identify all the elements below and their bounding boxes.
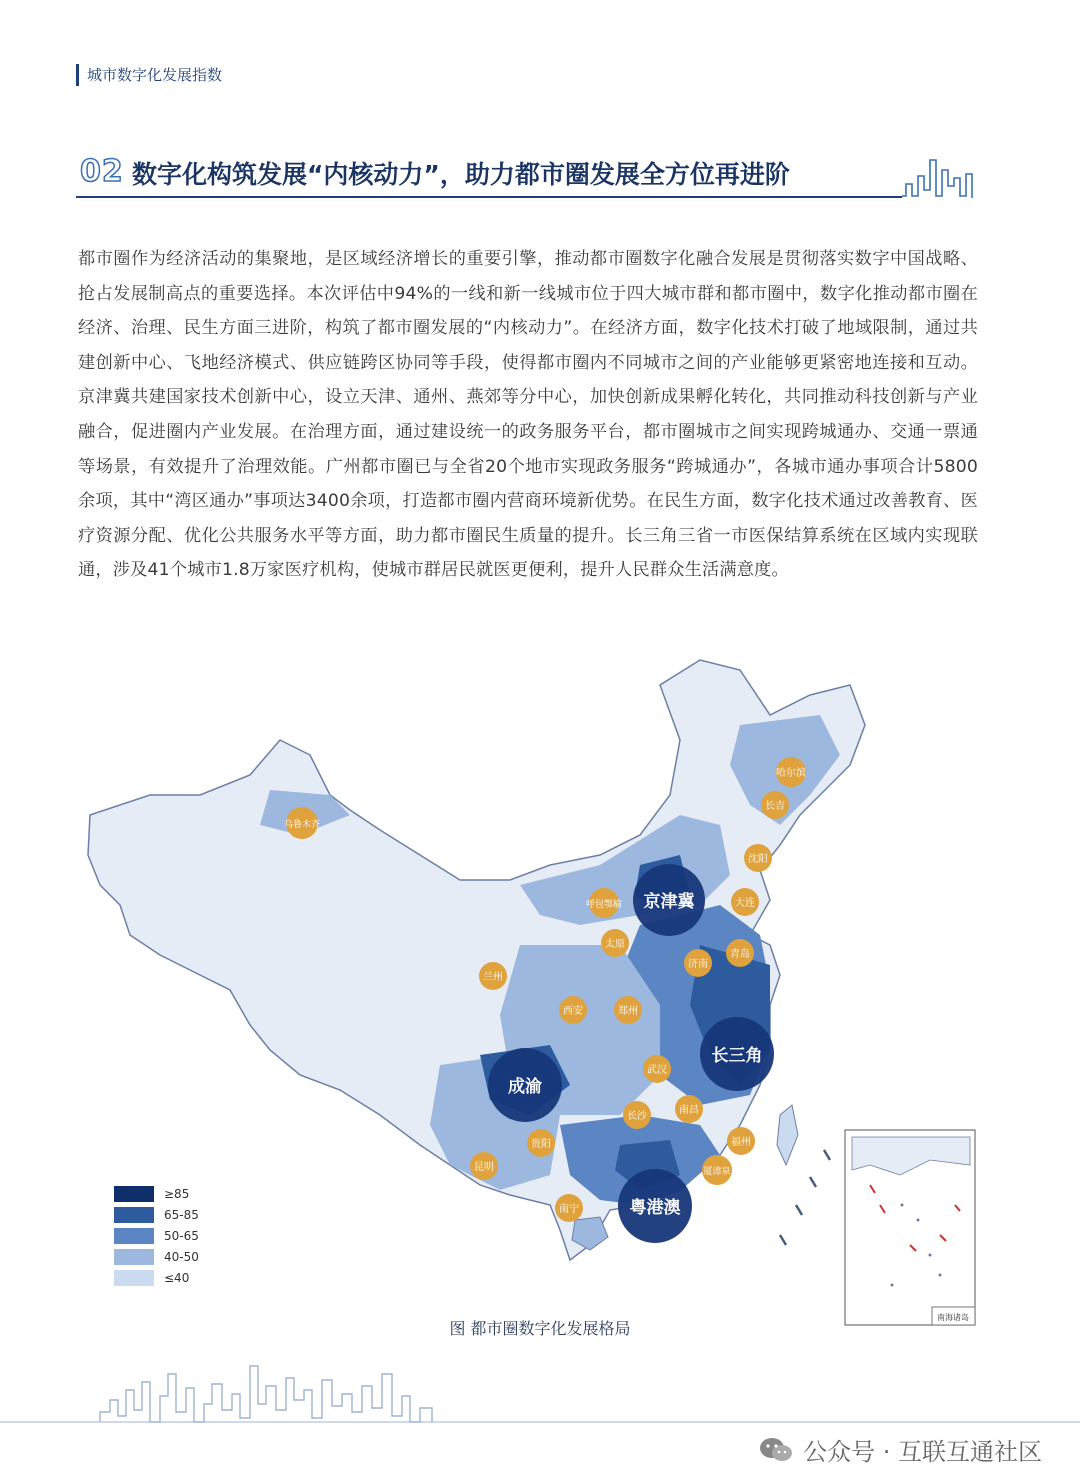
city-label: 厦漳泉 [703,1167,731,1177]
region-label: 长三角 [711,1046,763,1066]
south-sea-inset [845,1130,975,1325]
region-label: 成渝 [508,1077,542,1097]
city-label: 贵阳 [531,1139,551,1150]
city-bubble [726,939,754,967]
city-label: 南宁 [559,1204,579,1215]
city-label: 青岛 [730,949,750,960]
region-bubble-yuegangao [618,1169,692,1243]
city-bubble [555,1194,583,1222]
region-bubble-changsanjiao [700,1017,774,1091]
city-bubble [727,1127,755,1155]
city-bubble [761,791,789,819]
city-label: 福州 [731,1137,751,1148]
legend-item [114,1204,199,1225]
city-bubble [601,929,629,957]
city-label: 乌鲁木齐 [283,820,321,830]
legend-label: 40-50 [164,1249,199,1264]
city-bubble [643,1055,671,1083]
legend-label: ≤40 [164,1270,190,1285]
running-header-title: 城市数字化发展指数 [87,66,223,84]
legend-label: ≥85 [164,1186,190,1201]
city-label: 哈尔滨 [776,768,806,779]
city-label: 沈阳 [748,854,768,865]
city-bubble [731,888,759,916]
city-label: 济南 [688,959,708,970]
skyline-icon [902,156,976,200]
city-label: 呼包鄂榆 [585,900,623,910]
running-header [76,64,222,86]
inset-label: 南海诸岛 [937,1313,969,1322]
city-label: 西安 [563,1006,583,1017]
city-label: 大连 [735,898,755,909]
map-caption: 图 都市圈数字化发展格局 [449,1319,631,1338]
legend-swatch [114,1228,154,1244]
legend-item [114,1183,199,1204]
city-bubble [470,1152,498,1180]
body-paragraph: 都市圈作为经济活动的集聚地，是区域经济增长的重要引擎，推动都市圈数字化融合发展是贯彻落实数字中国战略、抢占发展制高点的重要选择。本次评估中94%的一线和新一线城市位于四大城市群和都市圈中，数字化推动都市圈在经济、治理、民生方面三进阶，构筑了都市圈发展的“内核动力”。在经济方面，数字化技术打破了地域限制，通过共建创新中心、飞地经济模式、供应链跨区协同等手段，使得都市圈内不同城市之间的产业能够更紧密地连接和互动。京津冀共建国家技术创新中心，设立天津、通州、燕郊等分中心，加快创新成果孵化转化，共同推动科技创新与产业融合，促进圈内产业发展。在治理方面，通过建设统一的政务服务平台，都市圈城市之间实现跨城通办、交通一票通等场景，有效提升了治理效能。广州都市圈已与全省20个地市实现政务服务“跨城通办”，各城市通办事项合计5800余项，其中“湾区通办”事项达3400余项，打造都市圈内营商环境新优势。在民生方面，数字化技术通过改善教育、医疗资源分配、优化公共服务水平等方面，助力都市圈民生质量的提升。长三角三省一市医保结算系统在区域内实现联通，涉及41个城市1.8万家医疗机构，使城市群居民就医更便利，提升人民群众生活满意度。 [78,249,978,581]
city-bubble [684,949,712,977]
legend-swatch [114,1186,154,1202]
city-label: 太原 [605,939,625,950]
legend-swatch [114,1207,154,1223]
watermark [759,1432,1042,1467]
city-label: 兰州 [483,972,503,983]
city-label: 武汉 [647,1065,667,1076]
city-label: 南昌 [679,1105,699,1116]
city-bubble [479,962,507,990]
city-label: 郑州 [618,1006,638,1017]
city-bubble [744,844,772,872]
footer-skyline-icon [0,1360,1080,1430]
city-label: 长沙 [627,1111,647,1122]
region-label: 粤港澳 [629,1198,681,1218]
city-label: 长吉 [765,801,785,812]
region-bubble-jingjinji [633,864,705,936]
city-bubble [776,757,806,787]
section-title: 数字化构筑发展“内核动力”，助力都市圈发展全方位再进阶 [132,160,790,189]
city-bubble [675,1095,703,1123]
legend-swatch [114,1270,154,1286]
sea-boundary-dashes [780,1150,830,1245]
city-bubble [623,1101,651,1129]
wechat-icon [759,1436,793,1464]
map-legend [114,1183,199,1288]
legend-item [114,1267,199,1288]
city-bubble [614,996,642,1024]
city-bubble [527,1129,555,1157]
city-bubble [559,996,587,1024]
region-bubble-chengyu [488,1048,562,1122]
legend-item [114,1246,199,1267]
section-heading [76,150,976,200]
legend-swatch [114,1249,154,1265]
section-rule [76,196,902,198]
legend-label: 65-85 [164,1207,199,1222]
section-number: 02 [80,154,124,189]
watermark-text: 公众号 · 互联互通社区 [803,1438,1042,1466]
city-bubble [702,1155,732,1185]
city-label: 昆明 [474,1162,494,1173]
taiwan-island [777,1105,798,1165]
legend-label: 50-65 [164,1228,199,1243]
region-label: 京津冀 [643,892,695,912]
legend-item [114,1225,199,1246]
